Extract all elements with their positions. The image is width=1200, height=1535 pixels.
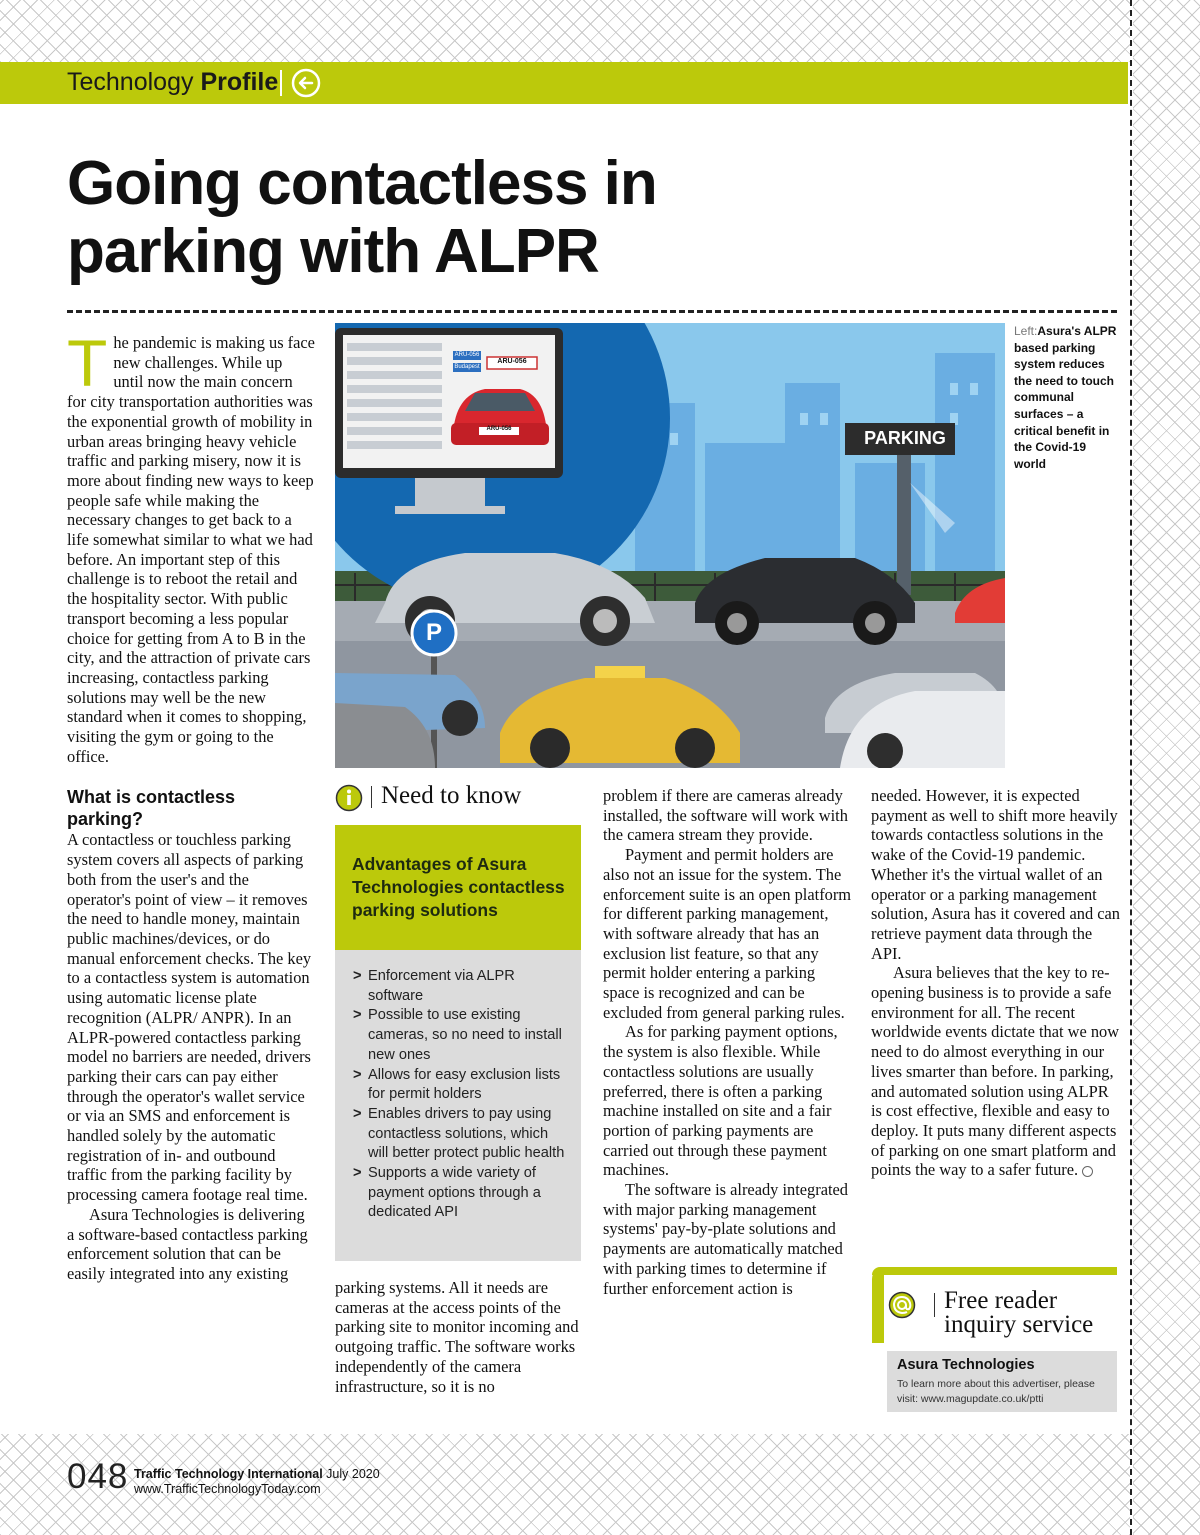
inquiry-link-text[interactable]: To learn more about this advertiser, please visit: www.magupdate.co.uk/ptti: [897, 1378, 1095, 1405]
page-number: 048: [67, 1457, 129, 1496]
column-4-paragraph-1: needed. However, it is expected payment as well to shift more heavily towards contactless solutions in the wake of the Covid-19 pandemic. Whether it's the virtual wallet of an operator or a parking management solution, Asura has it covered and can retrieve payment data through the API.: [871, 786, 1120, 963]
drop-cap: T: [67, 326, 108, 400]
column-3-paragraph-3: As for parking payment options, the system is also flexible. While contactless solutions are usually preferred, there is often a parking machine installed on site and a fair portion of parking payments are carried out through these payment machines.: [603, 1022, 838, 1180]
p-sign-label: P: [425, 619, 442, 646]
list-item: > Enables drivers to pay using contactless solutions, which will better protect public health: [353, 1105, 569, 1164]
parking-illustration: [335, 323, 1005, 768]
back-arrow-icon[interactable]: [291, 68, 321, 98]
need-to-know-header: [335, 781, 585, 813]
need-to-know-label: Need to know: [381, 782, 522, 809]
need-to-know-title: Advantages of Asura Technologies contactless parking solutions: [352, 854, 565, 920]
column-3-paragraph-1: problem if there are cameras already installed, the software will work with the camera stream they provide.: [603, 786, 848, 845]
at-icon: [888, 1291, 916, 1319]
publication-name: Traffic Technology International: [134, 1467, 323, 1481]
inquiry-accent-top: [872, 1267, 1117, 1275]
paragraph-2: A contactless or touchless parking system covers all aspects of parking both from the user's and the operator's point of view – it removes the need to handle money, maintain public machines/devices, or do manual enforcement checks. The key to a contactless system is automation using automatic license plate recognition (ALPR/ ANPR). In an ALPR-powered contactless parking model no barriers are needed, drivers parking their cars can pay either through the operator's wallet service or via an SMS and enforcement is handled solely by the automatic registration of in- and outbound traffic from the parking facility by processing camera footage real time.: [67, 830, 312, 1205]
issue-date: July 2020: [326, 1467, 380, 1481]
headline-line-1: Going contactless in: [67, 149, 657, 218]
need-to-know-list: [335, 950, 581, 1261]
column-3-paragraph-4: The software is already integrated with major parking management systems' pay-by-plate solutions and payments are automatically matched with parking times to determine if further enforcement action is: [603, 1180, 848, 1298]
section-label-bold: Profile: [200, 68, 279, 96]
column-4-paragraph-2: Asura believes that the key to re-opening business is to provide a safe environment for all. The recent worldwide events dictate that we now need to do almost everything in our lives smarter than before. In parking, and automated solution using ALPR is cost effective, flexible and easy to deploy. It puts many different aspects of parking on one smart platform and points the way to a safer future.: [871, 963, 1120, 1180]
list-item: > Supports a wide variety of payment options through a dedicated API: [353, 1164, 569, 1223]
article-column-1: [67, 326, 315, 1284]
background-pattern-right: [1133, 0, 1200, 1535]
footer-info: [134, 1467, 380, 1497]
website-link[interactable]: www.TrafficTechnologyToday.com: [134, 1482, 321, 1496]
need-to-know-divider: [371, 786, 372, 808]
paragraph-3: Asura Technologies is delivering a software-based contactless parking enforcement solution that can be easily integrated into any existing: [67, 1204, 308, 1283]
parking-sign-label: PARKING: [864, 428, 946, 448]
screen-car-plate: ARU-056: [486, 426, 512, 432]
list-item: > Possible to use existing cameras, so no need to install new ones: [353, 1006, 569, 1065]
screen-plate-main: ARU-056: [497, 358, 527, 365]
reader-inquiry-box: [872, 1267, 1117, 1412]
section-label: Technology Profile: [67, 68, 279, 96]
headline: [67, 150, 657, 286]
end-mark-icon: [1082, 1166, 1093, 1177]
trim-line: [1130, 0, 1132, 1535]
headline-rule: [67, 310, 1117, 313]
need-to-know-title-box: [335, 825, 581, 950]
inquiry-header: [884, 1275, 1117, 1345]
inquiry-title: Free reader inquiry service: [944, 1287, 1094, 1338]
inquiry-details: [887, 1351, 1117, 1412]
list-item: > Enforcement via ALPR software: [353, 967, 569, 1006]
article-column-4: [871, 786, 1121, 1180]
article-column-3: [603, 786, 853, 1298]
info-icon: [335, 784, 363, 812]
article-column-2: [335, 1278, 585, 1396]
headline-line-2: parking with ALPR: [67, 217, 599, 286]
subhead: What is contactless parking?: [67, 787, 236, 830]
screen-plate-tag-2: Budapest: [454, 364, 480, 370]
inquiry-company: Asura Technologies: [897, 1357, 1035, 1373]
list-item: > Allows for easy exclusion lists for permit holders: [353, 1066, 569, 1105]
column-3-paragraph-2: Payment and permit holders are also not an issue for the system. The enforcement suite is an open platform for different parking management, with software already that has an exclusion list feature, so that any permit holder entering a parking space is recognized and can be excluded from general parking rules.: [603, 845, 852, 1022]
image-caption: Left:Asura's ALPR based parking system reduces the need to touch communal surfaces – a critical benefit in the Covid-19 world: [1014, 324, 1117, 471]
section-divider: [280, 70, 282, 96]
column-2-paragraph: parking systems. All it needs are cameras at the access points of the parking site to monitor incoming and outgoing traffic. The software works independently of the camera infrastructure, so it is no: [335, 1278, 579, 1396]
section-header-bar: [0, 62, 1128, 104]
inquiry-accent-left: [872, 1267, 884, 1343]
screen-plate-tag-1: ARU-056: [454, 352, 480, 358]
inquiry-divider: [934, 1293, 935, 1317]
background-pattern-top: [0, 0, 1130, 62]
intro-paragraph: The pandemic is making us face new challenges. While up until now the main concern for city transportation authorities was the exponential growth of mobility in urban areas bringing heavy vehicle traffic and parking misery, now it is more about finding new ways to keep people safe while making the necessary changes to get back to a life somewhat similar to what we had before. An important step of this challenge is to reboot the retail and the hospitality sector. With public transport becoming a less popular choice for getting from A to B in the city, and the attraction of private cars increasing, contactless parking solutions may well be the new standard when it comes to shopping, visiting the gym or going to the office.: [67, 326, 315, 766]
